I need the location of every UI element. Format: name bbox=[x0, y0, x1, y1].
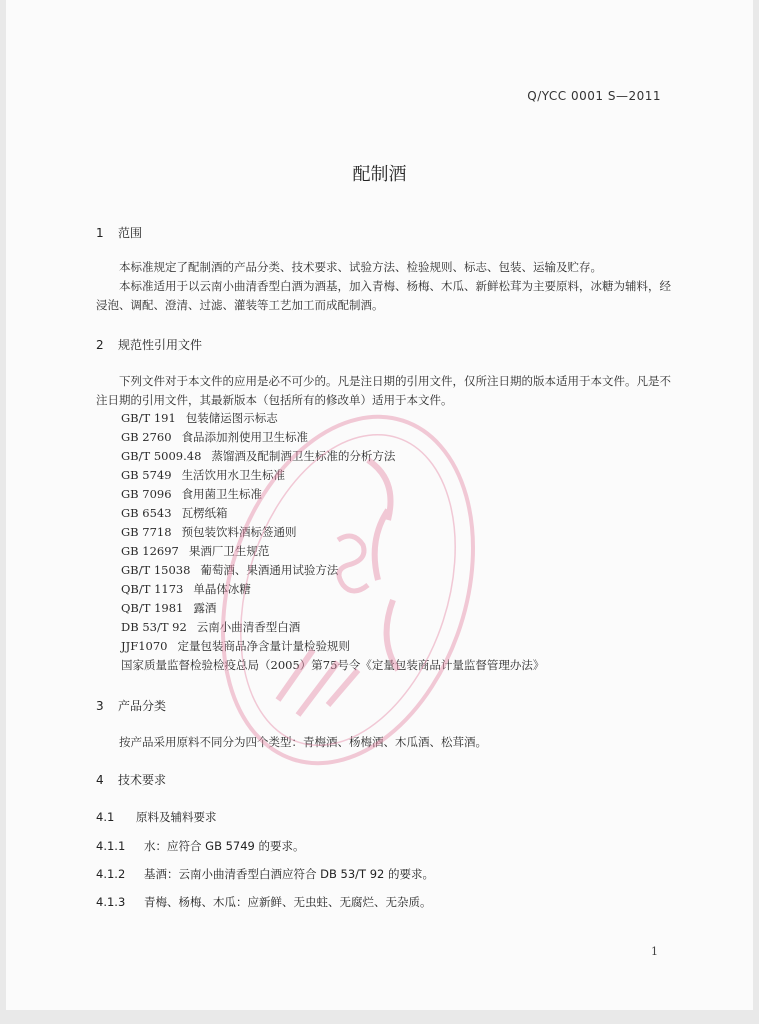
section-title: 技术要求 bbox=[118, 773, 167, 787]
section-title: 规范性引用文件 bbox=[118, 338, 203, 352]
reference-code: GB/T 191 bbox=[121, 411, 176, 425]
clause-4-1-1 bbox=[96, 838, 305, 854]
reference-item bbox=[121, 466, 544, 485]
section-number: 3 bbox=[96, 699, 104, 713]
reference-code: DB 53/T 92 bbox=[121, 620, 187, 634]
reference-title: 食用菌卫生标准 bbox=[181, 487, 263, 501]
reference-code: GB 7096 bbox=[121, 487, 172, 501]
reference-title: 瓦楞纸箱 bbox=[181, 506, 228, 520]
reference-title: 单晶体冰糖 bbox=[193, 582, 251, 596]
reference-code: GB 6543 bbox=[121, 506, 172, 520]
reference-code: GB/T 15038 bbox=[121, 563, 191, 577]
section-1-heading bbox=[96, 224, 142, 241]
subsection-number: 4.1 bbox=[96, 810, 115, 824]
reference-title: 包装储运图示标志 bbox=[185, 411, 278, 425]
reference-title: 蒸馏酒及配制酒卫生标准的分析方法 bbox=[211, 449, 396, 463]
reference-title: 国家质量监督检验检疫总局（2005）第75号令《定量包装商品计量监督管理办法》 bbox=[121, 658, 545, 672]
clause-text: 水：应符合 GB 5749 的要求。 bbox=[144, 839, 305, 853]
reference-item bbox=[121, 542, 544, 561]
subsection-4-1-heading bbox=[96, 809, 217, 825]
reference-title: 果酒厂卫生规范 bbox=[188, 544, 270, 558]
reference-title: 定量包装商品净含量计量检验规则 bbox=[177, 639, 350, 653]
reference-code: GB 12697 bbox=[121, 544, 179, 558]
reference-item bbox=[121, 428, 544, 447]
section-number: 2 bbox=[96, 338, 104, 352]
scope-paragraph-2: 本标准适用于以云南小曲清香型白酒为酒基，加入青梅、杨梅、木瓜、新鲜松茸为主要原料，冰糖为辅料，经浸泡、调配、澄清、过滤、灌装等工艺加工而成配制酒。 bbox=[96, 279, 671, 312]
section-2-heading bbox=[96, 336, 202, 353]
reference-code: QB/T 1981 bbox=[121, 601, 184, 615]
reference-item bbox=[121, 656, 544, 675]
reference-title: 露酒 bbox=[193, 601, 217, 615]
subsection-title: 原料及辅料要求 bbox=[136, 810, 217, 824]
reference-code: QB/T 1173 bbox=[121, 582, 184, 596]
reference-item bbox=[121, 637, 544, 656]
clause-4-1-3 bbox=[96, 894, 432, 910]
reference-title: 云南小曲清香型白酒 bbox=[196, 620, 301, 634]
document-title: 配制酒 bbox=[352, 164, 407, 185]
reference-title: 食品添加剂使用卫生标准 bbox=[181, 430, 309, 444]
clause-text: 青梅、杨梅、木瓜：应新鲜、无虫蛀、无腐烂、无杂质。 bbox=[144, 895, 432, 909]
reference-item bbox=[121, 447, 544, 466]
reference-item bbox=[121, 485, 544, 504]
reference-item bbox=[121, 618, 544, 637]
reference-item bbox=[121, 599, 544, 618]
reference-code: GB 2760 bbox=[121, 430, 172, 444]
clause-4-1-2 bbox=[96, 866, 434, 882]
section-number: 4 bbox=[96, 773, 104, 787]
clause-number: 4.1.2 bbox=[96, 867, 126, 881]
reference-code: GB 7718 bbox=[121, 525, 172, 539]
document-page bbox=[6, 0, 753, 1010]
clause-text: 基酒：云南小曲清香型白酒应符合 DB 53/T 92 的要求。 bbox=[144, 867, 435, 881]
reference-code: GB 5749 bbox=[121, 468, 172, 482]
page-number: 1 bbox=[651, 945, 658, 958]
standard-code: Q/YCC 0001 S—2011 bbox=[527, 89, 661, 103]
clause-number: 4.1.3 bbox=[96, 895, 126, 909]
reference-item bbox=[121, 561, 544, 580]
section-title: 范围 bbox=[118, 226, 143, 240]
reference-code: JJF1070 bbox=[121, 639, 168, 653]
reference-code: GB/T 5009.48 bbox=[121, 449, 202, 463]
section-number: 1 bbox=[96, 226, 104, 240]
reference-list bbox=[121, 409, 544, 675]
reference-item bbox=[121, 580, 544, 599]
reference-item bbox=[121, 409, 544, 428]
scope-paragraph-1: 本标准规定了配制酒的产品分类、技术要求、试验方法、检验规则、标志、包装、运输及贮存。 bbox=[119, 260, 602, 274]
reference-title: 生活饮用水卫生标准 bbox=[181, 468, 286, 482]
section-title: 产品分类 bbox=[118, 699, 167, 713]
reference-title: 预包装饮料酒标签通则 bbox=[181, 525, 297, 539]
clause-number: 4.1.1 bbox=[96, 839, 126, 853]
references-intro: 下列文件对于本文件的应用是必不可少的。凡是注日期的引用文件，仅所注日期的版本适用于本文件。凡是不注日期的引用文件，其最新版本（包括所有的修改单）适用于本文件。 bbox=[96, 374, 671, 407]
section-4-heading bbox=[96, 771, 166, 788]
reference-item bbox=[121, 523, 544, 542]
reference-item bbox=[121, 504, 544, 523]
section-3-heading bbox=[96, 697, 166, 714]
product-classification-text: 按产品采用原料不同分为四个类型：青梅酒、杨梅酒、木瓜酒、松茸酒。 bbox=[119, 735, 487, 749]
reference-title: 葡萄酒、果酒通用试验方法 bbox=[200, 563, 339, 577]
